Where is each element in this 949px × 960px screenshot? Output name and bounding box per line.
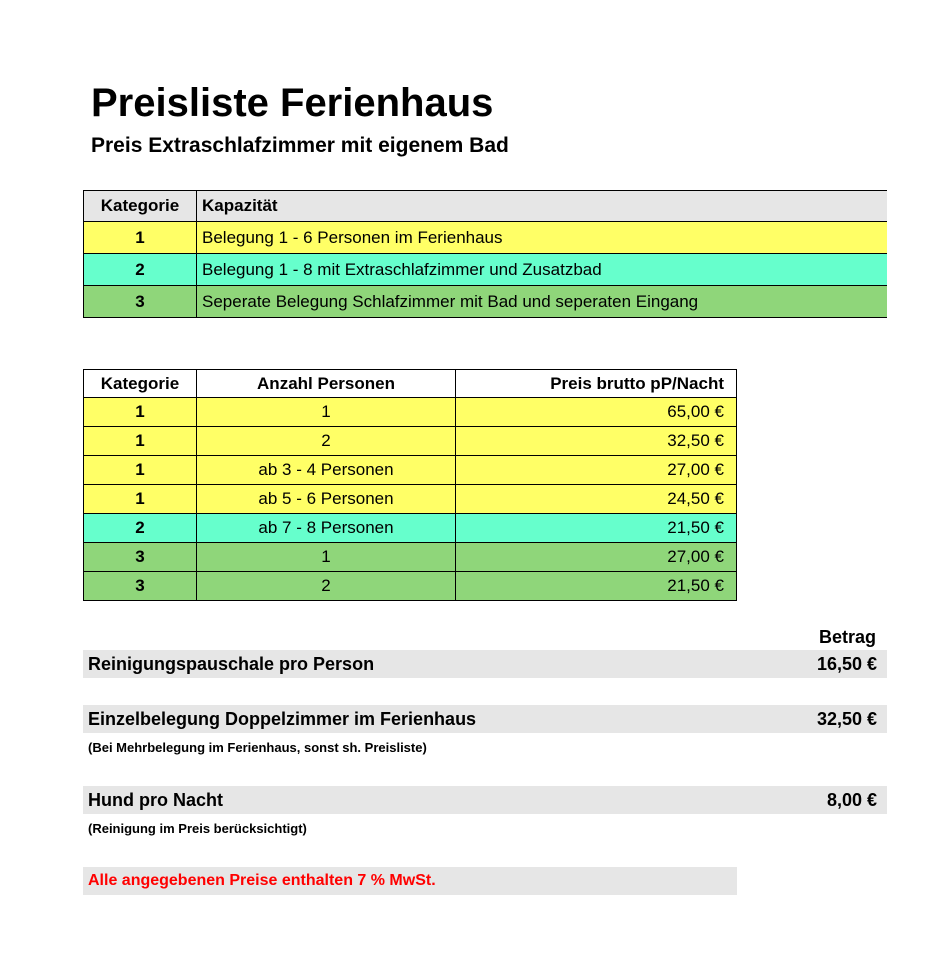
category-cell: 2 [84,514,197,543]
column-header-kategorie: Kategorie [84,370,197,398]
persons-cell: 2 [197,427,456,456]
category-table-header [84,191,888,222]
price-row [84,485,737,514]
price-cell: 21,50 € [456,514,737,543]
price-row [84,514,737,543]
price-cell: 32,50 € [456,427,737,456]
category-cell: 1 [84,485,197,514]
price-row [84,572,737,601]
category-row [84,286,888,318]
category-cell: 2 [84,254,197,286]
column-header-anzahl-personen: Anzahl Personen [197,370,456,398]
dog-fee-label: Hund pro Nacht [88,790,223,810]
vat-notice-row [83,867,737,895]
dog-fee-row [83,786,887,814]
category-cell: 3 [84,286,197,318]
column-header-preis: Preis brutto pP/Nacht [456,370,737,398]
category-cell: 3 [84,572,197,601]
category-cell: 1 [84,427,197,456]
category-row [84,254,888,286]
category-cell: 1 [84,456,197,485]
page-subtitle: Preis Extraschlafzimmer mit eigenem Bad [91,134,509,157]
price-row [84,543,737,572]
persons-cell: ab 7 - 8 Personen [197,514,456,543]
category-table [83,190,887,318]
category-cell: 3 [84,543,197,572]
price-row [84,398,737,427]
persons-cell: 2 [197,572,456,601]
category-cell: 1 [84,398,197,427]
amount-column-header: Betrag [818,627,876,647]
dog-fee-note: (Reinigung im Preis berücksichtigt) [88,821,307,836]
category-row [84,222,888,254]
cleaning-fee-row [83,650,887,678]
dog-fee-amount: 8,00 € [826,790,877,810]
single-occupancy-amount: 32,50 € [816,709,877,729]
price-cell: 27,00 € [456,456,737,485]
single-occupancy-note: (Bei Mehrbelegung im Ferienhaus, sonst sh. Preisliste) [88,740,427,755]
category-cell: 1 [84,222,197,254]
price-table [83,369,737,601]
persons-cell: ab 5 - 6 Personen [197,485,456,514]
capacity-cell: Belegung 1 - 8 mit Extraschlafzimmer und Zusatzbad [197,254,888,286]
price-cell: 24,50 € [456,485,737,514]
persons-cell: 1 [197,543,456,572]
price-table-header [84,370,737,398]
price-cell: 65,00 € [456,398,737,427]
vat-notice: Alle angegebenen Preise enthalten 7 % MwSt. [88,872,436,889]
price-row [84,456,737,485]
capacity-cell: Belegung 1 - 6 Personen im Ferienhaus [197,222,888,254]
single-occupancy-row [83,705,887,733]
single-occupancy-label: Einzelbelegung Doppelzimmer im Ferienhaus [88,709,477,729]
price-cell: 27,00 € [456,543,737,572]
page-title: Preisliste Ferienhaus [91,81,494,125]
column-header-kapazitaet: Kapazität [197,191,888,222]
cleaning-fee-label: Reinigungspauschale pro Person [88,654,375,674]
capacity-cell: Seperate Belegung Schlafzimmer mit Bad und seperaten Eingang [197,286,888,318]
persons-cell: 1 [197,398,456,427]
persons-cell: ab 3 - 4 Personen [197,456,456,485]
column-header-kategorie: Kategorie [84,191,197,222]
price-cell: 21,50 € [456,572,737,601]
cleaning-fee-amount: 16,50 € [816,654,877,674]
price-row [84,427,737,456]
